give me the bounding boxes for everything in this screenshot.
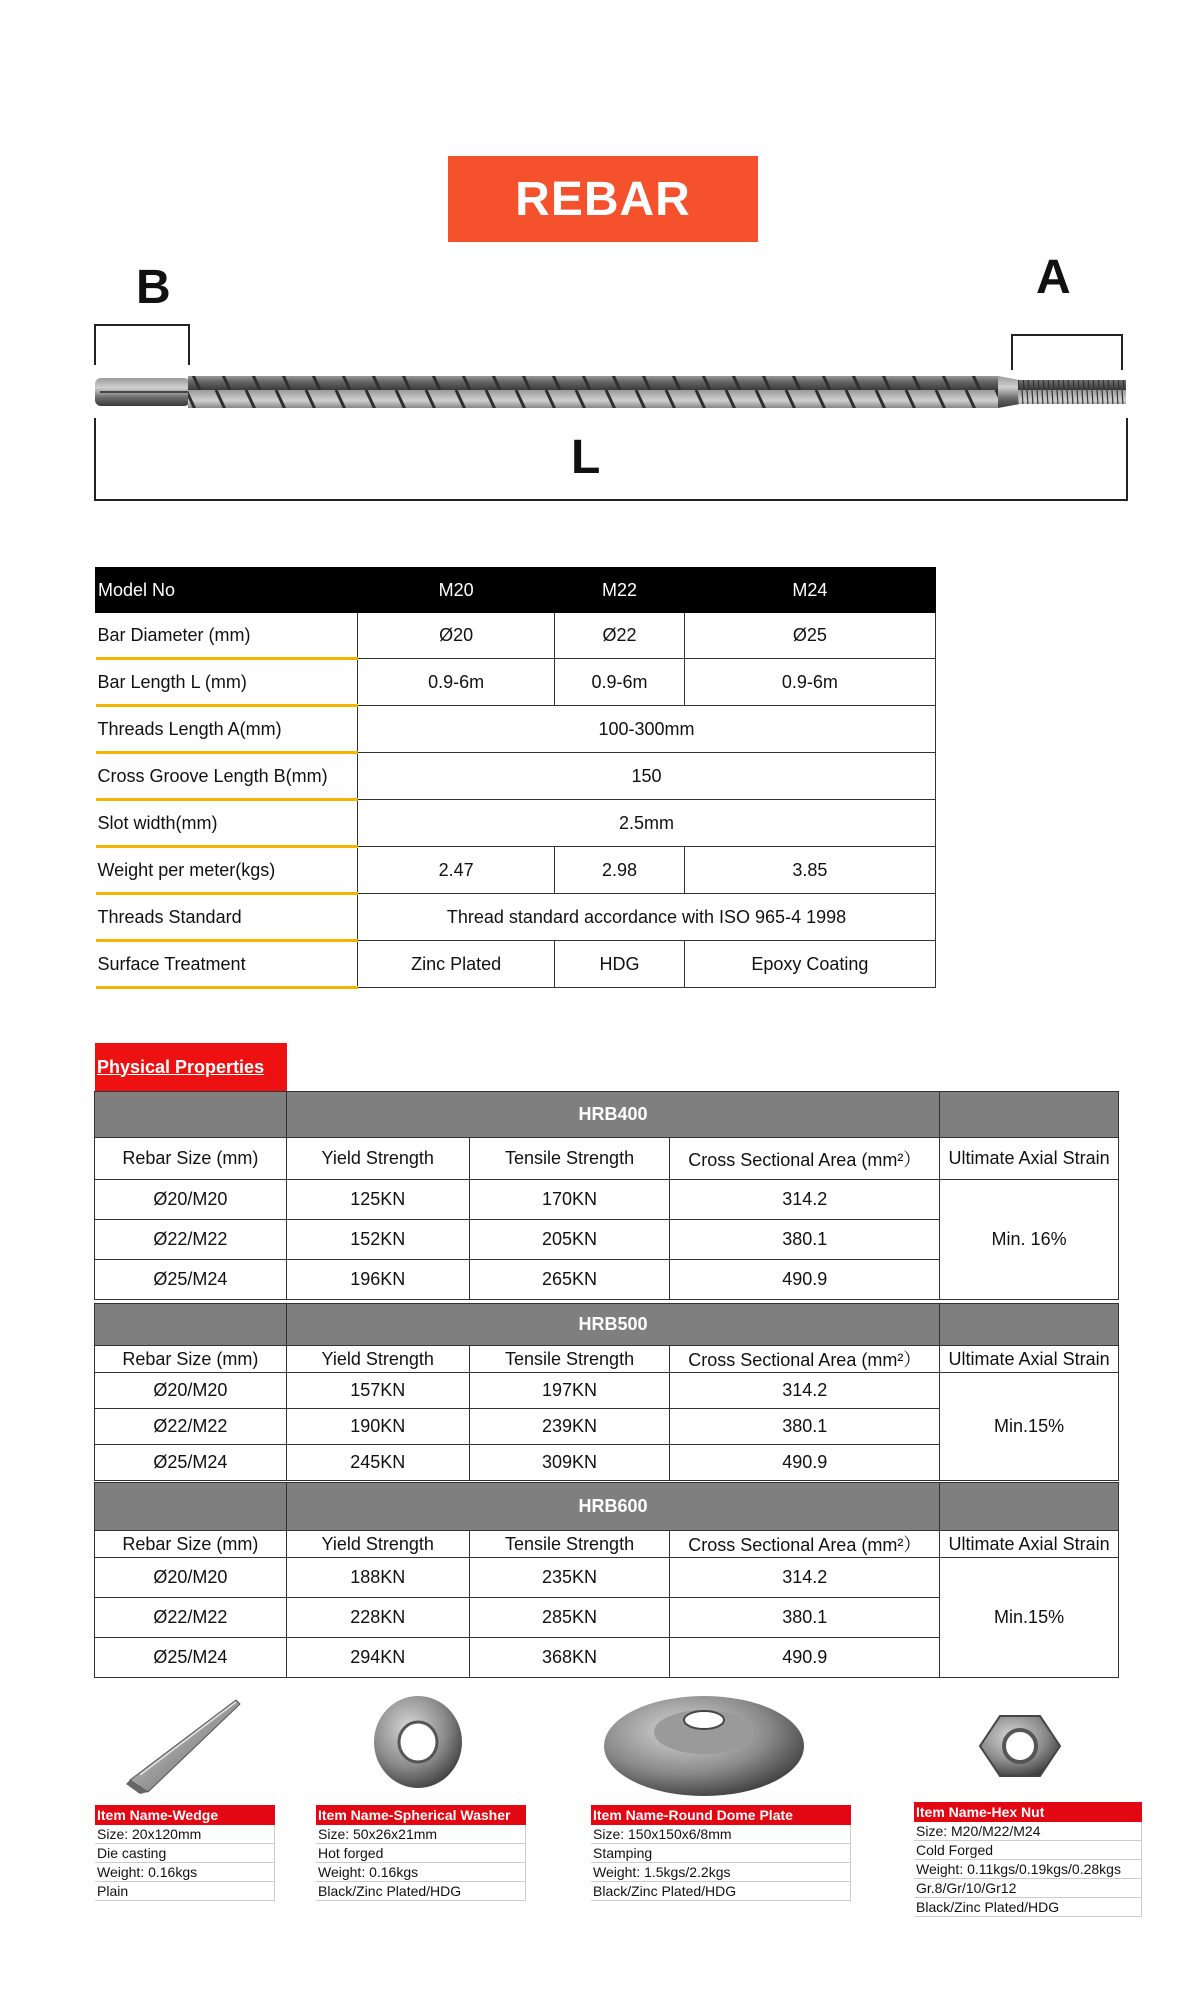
- bracket-l: [95, 418, 1127, 500]
- accessory-detail: Weight: 0.11kgs/0.19kgs/0.28kgs: [914, 1860, 1142, 1879]
- col-strain: Ultimate Axial Strain: [940, 1531, 1119, 1558]
- column-header-row: [95, 1531, 1119, 1558]
- col-area: Cross Sectional Area (mm²）: [670, 1531, 940, 1558]
- grade-header-spacer: [940, 1304, 1119, 1346]
- cell-area: 380.1: [670, 1598, 940, 1638]
- bar-ribbed-body: [188, 376, 998, 408]
- cell-strain: Min. 16%: [940, 1180, 1119, 1300]
- page-title: REBAR: [448, 156, 758, 242]
- column-header-row: [95, 1138, 1119, 1180]
- accessory-detail: Stamping: [591, 1844, 851, 1863]
- cell-size: Ø20/M20: [95, 1558, 287, 1598]
- col-area: Cross Sectional Area (mm²）: [670, 1138, 940, 1180]
- cell-tensile: 205KN: [469, 1220, 670, 1260]
- grade-header-spacer: [95, 1483, 287, 1531]
- spec-row: [96, 847, 936, 894]
- cell-yield: 188KN: [286, 1558, 469, 1598]
- accessory-wedge: [95, 1805, 275, 1901]
- grade-header-spacer: [95, 1304, 287, 1346]
- accessory-detail: Size: 150x150x6/8mm: [591, 1825, 851, 1844]
- cell-area: 490.9: [670, 1445, 940, 1481]
- bracket-a: [1012, 335, 1122, 370]
- spec-header-m20: M20: [358, 568, 555, 613]
- col-tensile: Tensile Strength: [469, 1531, 670, 1558]
- cell-yield: 190KN: [286, 1409, 469, 1445]
- cell-strain: Min.15%: [940, 1558, 1119, 1678]
- cell-size: Ø20/M20: [95, 1373, 287, 1409]
- cell-area: 314.2: [670, 1373, 940, 1409]
- spec-cell-span: Thread standard accordance with ISO 965-4 1998: [358, 894, 936, 941]
- spherical-washer-image: [374, 1696, 462, 1788]
- col-strain: Ultimate Axial Strain: [940, 1138, 1119, 1180]
- cell-size: Ø25/M24: [95, 1638, 287, 1678]
- spec-cell: 0.9-6m: [555, 659, 685, 706]
- col-strain: Ultimate Axial Strain: [940, 1346, 1119, 1373]
- spec-row-label: Surface Treatment: [96, 941, 358, 988]
- dimension-label-l: L: [571, 431, 601, 484]
- wedge-image: [126, 1700, 240, 1794]
- col-rebar-size: Rebar Size (mm): [95, 1346, 287, 1373]
- accessory-detail: Hot forged: [316, 1844, 526, 1863]
- cell-tensile: 197KN: [469, 1373, 670, 1409]
- spec-cell: HDG: [555, 941, 685, 988]
- accessory-detail: Size: 20x120mm: [95, 1825, 275, 1844]
- spec-cell: Ø25: [684, 613, 935, 659]
- col-area: Cross Sectional Area (mm²）: [670, 1346, 940, 1373]
- cell-yield: 294KN: [286, 1638, 469, 1678]
- rebar-diagram: [0, 0, 1200, 520]
- hex-nut-image: [980, 1716, 1060, 1776]
- accessory-detail: Cold Forged: [914, 1841, 1142, 1860]
- col-rebar-size: Rebar Size (mm): [95, 1138, 287, 1180]
- spec-cell: Zinc Plated: [358, 941, 555, 988]
- cell-size: Ø20/M20: [95, 1180, 287, 1220]
- cell-size: Ø22/M22: [95, 1220, 287, 1260]
- cell-tensile: 309KN: [469, 1445, 670, 1481]
- col-rebar-size: Rebar Size (mm): [95, 1531, 287, 1558]
- accessory-detail: Die casting: [95, 1844, 275, 1863]
- spec-header-row: [96, 568, 936, 613]
- spec-cell: 0.9-6m: [684, 659, 935, 706]
- cell-area: 314.2: [670, 1558, 940, 1598]
- cell-tensile: 170KN: [469, 1180, 670, 1220]
- dimension-label-b: B: [136, 261, 171, 314]
- spec-row: [96, 659, 936, 706]
- cell-tensile: 285KN: [469, 1598, 670, 1638]
- cell-area: 380.1: [670, 1220, 940, 1260]
- physical-properties-label: Physical Properties: [95, 1043, 287, 1091]
- grade-header-spacer: [940, 1483, 1119, 1531]
- accessory-name: Item Name-Spherical Washer: [316, 1805, 526, 1825]
- spec-row: [96, 613, 936, 659]
- cell-strain: Min.15%: [940, 1373, 1119, 1481]
- spec-cell-span: 100-300mm: [358, 706, 936, 753]
- accessory-detail: Weight: 1.5kgs/2.2kgs: [591, 1863, 851, 1882]
- spec-row-label: Slot width(mm): [96, 800, 358, 847]
- accessory-name: Item Name-Hex Nut: [914, 1802, 1142, 1822]
- cell-area: 490.9: [670, 1638, 940, 1678]
- accessory-detail: Black/Zinc Plated/HDG: [914, 1898, 1142, 1917]
- cell-size: Ø25/M24: [95, 1260, 287, 1300]
- accessory-name: Item Name-Round Dome Plate: [591, 1805, 851, 1825]
- accessory-spherical-washer: [316, 1805, 526, 1901]
- spec-cell: 0.9-6m: [358, 659, 555, 706]
- spec-row: [96, 706, 936, 753]
- cell-yield: 228KN: [286, 1598, 469, 1638]
- col-yield: Yield Strength: [286, 1531, 469, 1558]
- accessory-detail: Size: M20/M22/M24: [914, 1822, 1142, 1841]
- accessory-round-dome-plate: [591, 1805, 851, 1901]
- spec-header-m24: M24: [684, 568, 935, 613]
- grade-header: HRB400: [286, 1092, 939, 1138]
- cell-area: 314.2: [670, 1180, 940, 1220]
- spec-row: [96, 753, 936, 800]
- accessory-detail: Black/Zinc Plated/HDG: [591, 1882, 851, 1901]
- cell-yield: 196KN: [286, 1260, 469, 1300]
- cell-yield: 152KN: [286, 1220, 469, 1260]
- cell-tensile: 368KN: [469, 1638, 670, 1678]
- spec-row-label: Bar Diameter (mm): [96, 613, 358, 659]
- hrb500-table: [94, 1303, 1119, 1481]
- grade-header-spacer: [95, 1092, 287, 1138]
- spec-header-m22: M22: [555, 568, 685, 613]
- spec-row-label: Threads Standard: [96, 894, 358, 941]
- spec-row-label: Cross Groove Length B(mm): [96, 753, 358, 800]
- spec-cell: Ø22: [555, 613, 685, 659]
- grade-header: HRB600: [286, 1483, 939, 1531]
- spec-row: [96, 800, 936, 847]
- spec-table: [95, 567, 936, 989]
- accessory-hex-nut: [914, 1802, 1142, 1917]
- hrb600-table: [94, 1482, 1119, 1678]
- spec-cell: 2.98: [555, 847, 685, 894]
- hrb400-table: [94, 1091, 1119, 1300]
- spec-cell: Epoxy Coating: [684, 941, 935, 988]
- cell-yield: 157KN: [286, 1373, 469, 1409]
- col-tensile: Tensile Strength: [469, 1138, 670, 1180]
- spec-row-label: Bar Length L (mm): [96, 659, 358, 706]
- spec-cell: Ø20: [358, 613, 555, 659]
- cell-yield: 245KN: [286, 1445, 469, 1481]
- dimension-label-a: A: [1036, 251, 1071, 304]
- accessory-detail: Size: 50x26x21mm: [316, 1825, 526, 1844]
- table-row: [95, 1373, 1119, 1409]
- spec-header-model: Model No: [96, 568, 358, 613]
- spec-row: [96, 894, 936, 941]
- bracket-b: [95, 325, 189, 365]
- accessory-detail: Gr.8/Gr/10/Gr12: [914, 1879, 1142, 1898]
- spec-cell-span: 150: [358, 753, 936, 800]
- col-tensile: Tensile Strength: [469, 1346, 670, 1373]
- cell-area: 380.1: [670, 1409, 940, 1445]
- cell-tensile: 239KN: [469, 1409, 670, 1445]
- grade-header-spacer: [940, 1092, 1119, 1138]
- accessory-detail: Weight: 0.16kgs: [316, 1863, 526, 1882]
- accessories-images: [0, 1690, 1200, 1800]
- cell-size: Ø22/M22: [95, 1409, 287, 1445]
- spec-cell: 2.47: [358, 847, 555, 894]
- table-row: [95, 1180, 1119, 1220]
- spec-cell-span: 2.5mm: [358, 800, 936, 847]
- col-yield: Yield Strength: [286, 1138, 469, 1180]
- accessory-detail: Black/Zinc Plated/HDG: [316, 1882, 526, 1901]
- spec-row-label: Weight per meter(kgs): [96, 847, 358, 894]
- spec-row: [96, 941, 936, 988]
- grade-header: HRB500: [286, 1304, 939, 1346]
- col-yield: Yield Strength: [286, 1346, 469, 1373]
- cell-tensile: 265KN: [469, 1260, 670, 1300]
- accessory-detail: Weight: 0.16kgs: [95, 1863, 275, 1882]
- column-header-row: [95, 1346, 1119, 1373]
- spec-cell: 3.85: [684, 847, 935, 894]
- cell-tensile: 235KN: [469, 1558, 670, 1598]
- cell-size: Ø25/M24: [95, 1445, 287, 1481]
- spec-row-label: Threads Length A(mm): [96, 706, 358, 753]
- round-dome-plate-image: [604, 1696, 804, 1796]
- accessory-name: Item Name-Wedge: [95, 1805, 275, 1825]
- bar-threaded-end: [1018, 380, 1126, 404]
- accessory-detail: Plain: [95, 1882, 275, 1901]
- cell-yield: 125KN: [286, 1180, 469, 1220]
- cell-area: 490.9: [670, 1260, 940, 1300]
- table-row: [95, 1558, 1119, 1598]
- cell-size: Ø22/M22: [95, 1598, 287, 1638]
